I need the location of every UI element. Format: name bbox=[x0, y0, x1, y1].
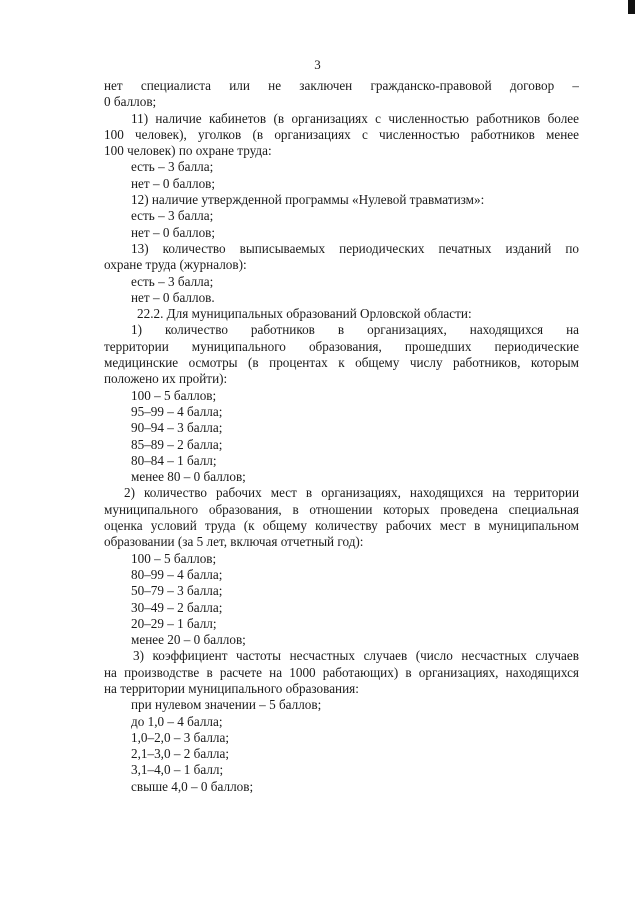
text-line: на территории муниципального образования: bbox=[104, 680, 359, 696]
text-line: положено их пройти): bbox=[104, 371, 228, 387]
text-line: 1) количество работников в организациях, находящихся на bbox=[131, 322, 579, 338]
text-line: нет – 0 баллов; bbox=[131, 224, 216, 240]
text-line: 100 человек), уголков (в организациях с численностью работников менее bbox=[104, 126, 579, 142]
text-line: есть – 3 балла; bbox=[131, 159, 214, 175]
text-line: медицинские осмотры (в процентах к общему числу работников, которым bbox=[104, 355, 579, 371]
text-line: менее 20 – 0 баллов; bbox=[131, 632, 246, 648]
corner-mark bbox=[628, 0, 635, 14]
text-line: 90–94 – 3 балла; bbox=[131, 420, 223, 436]
document-body bbox=[104, 78, 579, 795]
text-line: охране труда (журналов): bbox=[104, 257, 247, 273]
text-line: 100 человек) по охране труда: bbox=[104, 143, 272, 159]
text-line: территории муниципального образования, прошедших периодические bbox=[104, 338, 579, 354]
text-line: образовании (за 5 лет, включая отчетный год): bbox=[104, 534, 364, 550]
text-line: 80–99 – 4 балла; bbox=[131, 566, 223, 582]
text-line: 30–49 – 2 балла; bbox=[131, 599, 223, 615]
text-line: нет – 0 баллов; bbox=[131, 175, 216, 191]
section-heading: 22.2. Для муниципальных образований Орловской области: bbox=[137, 306, 472, 322]
text-line: 50–79 – 3 балла; bbox=[131, 583, 223, 599]
text-line: 100 – 5 баллов; bbox=[131, 550, 217, 566]
text-line: 80–84 – 1 балл; bbox=[131, 452, 217, 468]
text-line: есть – 3 балла; bbox=[131, 208, 214, 224]
text-line: 3) коэффициент частоты несчастных случаев (число несчастных случаев bbox=[133, 648, 579, 664]
text-line: оценка условий труда (к общему количеству рабочих мест в муниципальном bbox=[104, 518, 579, 534]
text-line: нет – 0 баллов. bbox=[131, 289, 215, 305]
text-line: 2) количество рабочих мест в организациях, находящихся на территории bbox=[124, 485, 579, 501]
text-line: 1,0–2,0 – 3 балла; bbox=[131, 729, 229, 745]
text-line: есть – 3 балла; bbox=[131, 273, 214, 289]
text-line: 85–89 – 2 балла; bbox=[131, 436, 223, 452]
text-line: свыше 4,0 – 0 баллов; bbox=[131, 778, 254, 794]
text-line: 2,1–3,0 – 2 балла; bbox=[131, 746, 229, 762]
text-line: 3,1–4,0 – 1 балл; bbox=[131, 762, 224, 778]
text-line: 0 баллов; bbox=[104, 94, 157, 110]
text-line: 20–29 – 1 балл; bbox=[131, 615, 217, 631]
text-line: 13) количество выписываемых периодических печатных изданий по bbox=[131, 240, 579, 256]
text-line: муниципального образования, в отношении которых проведена специальная bbox=[104, 501, 579, 517]
text-line: при нулевом значении – 5 баллов; bbox=[131, 697, 322, 713]
text-line: до 1,0 – 4 балла; bbox=[131, 713, 223, 729]
text-line: нет специалиста или не заключен гражданско-правовой договор – bbox=[104, 78, 579, 93]
text-line: 11) наличие кабинетов (в организациях с численностью работников более bbox=[131, 110, 579, 126]
text-line: менее 80 – 0 баллов; bbox=[131, 469, 246, 485]
page-number: 3 bbox=[314, 57, 321, 72]
text-line: 100 – 5 баллов; bbox=[131, 387, 217, 403]
text-line: 95–99 – 4 балла; bbox=[131, 403, 223, 419]
text-line: на производстве в расчете на 1000 работающих) в организациях, находящихся bbox=[104, 664, 579, 680]
text-line: 12) наличие утвержденной программы «Нулевой травматизм»: bbox=[131, 192, 485, 208]
